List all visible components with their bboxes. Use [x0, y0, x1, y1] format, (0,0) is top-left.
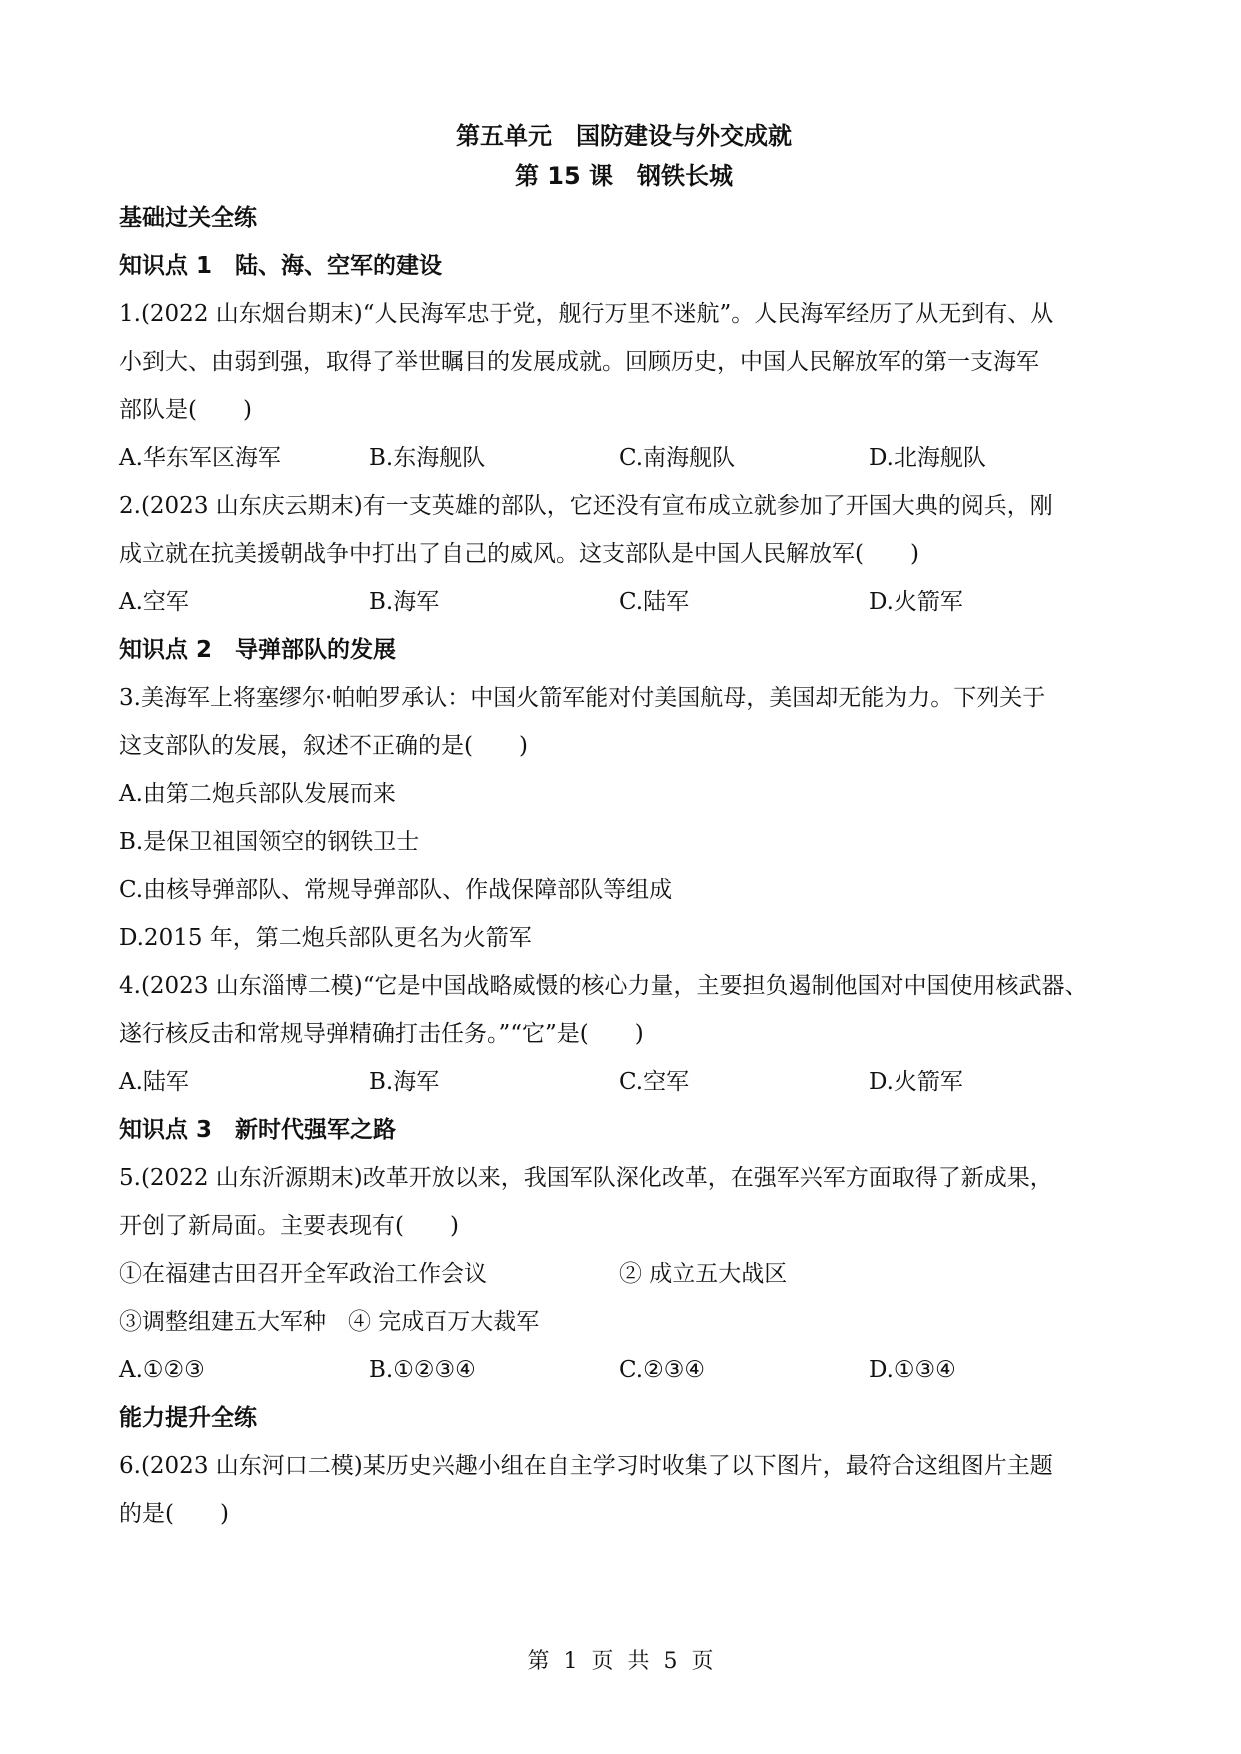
knowledge-point-3: 知识点 3 新时代强军之路	[119, 1117, 397, 1143]
question-4-option-d: D.火箭军	[869, 1069, 963, 1095]
question-1-options	[119, 434, 1129, 482]
question-6-line-2: 的是( )	[119, 1501, 229, 1527]
question-4-option-c: C.空军	[619, 1069, 690, 1095]
question-2-option-c: C.陆军	[619, 589, 690, 615]
question-5-item-2: ② 成立五大战区	[619, 1261, 788, 1287]
lesson-title: 第 15 课 钢铁长城	[514, 162, 734, 190]
question-6	[119, 1442, 1129, 1538]
question-5-options	[119, 1346, 1129, 1394]
question-5-items-row-1	[119, 1250, 1129, 1298]
unit-title: 第五单元 国防建设与外交成就	[456, 122, 792, 150]
question-5	[119, 1154, 1129, 1394]
question-4-options	[119, 1058, 1129, 1106]
question-4	[119, 962, 1129, 1106]
question-2-option-a: A.空军	[119, 589, 189, 615]
question-3-option-b: B.是保卫祖国领空的钢铁卫士	[119, 829, 420, 855]
question-4-option-b: B.海军	[369, 1069, 440, 1095]
question-5-line-1: 5.(2022 山东沂源期末)改革开放以来，我国军队深化改革，在强军兴军方面取得了新成果，	[119, 1165, 1053, 1191]
question-4-line-2: 遂行核反击和常规导弹精确打击任务。”“它”是( )	[119, 1021, 644, 1047]
question-5-item-4: ④ 完成百万大裁军	[347, 1309, 540, 1335]
question-3	[119, 674, 1129, 962]
question-5-line-2: 开创了新局面。主要表现有( )	[119, 1213, 459, 1239]
section-basic-practice: 基础过关全练	[119, 205, 257, 231]
question-3-option-a: A.由第二炮兵部队发展而来	[119, 781, 396, 807]
question-5-item-1: ①在福建古田召开全军政治工作会议	[119, 1261, 487, 1287]
question-5-option-c: C.②③④	[619, 1357, 705, 1383]
question-1-line-3: 部队是( )	[119, 397, 252, 423]
question-1-option-c: C.南海舰队	[619, 445, 736, 471]
question-2-line-2: 成立就在抗美援朝战争中打出了自己的威风。这支部队是中国人民解放军( )	[119, 541, 919, 567]
question-2-options	[119, 578, 1129, 626]
knowledge-point-1: 知识点 1 陆、海、空军的建设	[119, 253, 443, 279]
section-advanced-practice: 能力提升全练	[119, 1405, 257, 1431]
question-3-line-1: 3.美海军上将塞缪尔·帕帕罗承认：中国火箭军能对付美国航母，美国却无能为力。下列关于	[119, 685, 1046, 711]
question-1-line-2: 小到大、由弱到强，取得了举世瞩目的发展成就。回顾历史，中国人民解放军的第一支海军	[119, 349, 1039, 375]
question-1	[119, 290, 1129, 482]
question-2-line-1: 2.(2023 山东庆云期末)有一支英雄的部队，它还没有宣布成立就参加了开国大典的阅兵，刚	[119, 493, 1053, 519]
question-1-option-d: D.北海舰队	[869, 445, 986, 471]
question-3-option-d: D.2015 年，第二炮兵部队更名为火箭军	[119, 925, 532, 951]
question-2	[119, 482, 1129, 626]
question-6-line-1: 6.(2023 山东河口二模)某历史兴趣小组在自主学习时收集了以下图片，最符合这组图片主题	[119, 1453, 1053, 1479]
question-3-line-2: 这支部队的发展，叙述不正确的是( )	[119, 733, 528, 759]
question-4-option-a: A.陆军	[119, 1069, 189, 1095]
question-2-option-d: D.火箭军	[869, 589, 963, 615]
question-1-line-1: 1.(2022 山东烟台期末)“人民海军忠于党，舰行万里不迷航”。人民海军经历了从无到有、从	[119, 301, 1054, 327]
page-indicator: 第 1 页 共 5 页	[527, 1649, 714, 1674]
question-4-line-1: 4.(2023 山东淄博二模)“它是中国战略威慑的核心力量，主要担负遏制他国对中国使用核武器、	[119, 973, 1088, 999]
question-5-item-3: ③调整组建五大军种	[119, 1309, 326, 1335]
question-5-items-row-2	[119, 1298, 1129, 1346]
question-5-option-b: B.①②③④	[369, 1357, 476, 1383]
question-1-option-a: A.华东军区海军	[119, 445, 281, 471]
question-2-option-b: B.海军	[369, 589, 440, 615]
question-1-option-b: B.东海舰队	[369, 445, 486, 471]
question-5-option-d: D.①③④	[869, 1357, 956, 1383]
document-content	[119, 118, 1129, 1538]
question-3-option-c: C.由核导弹部队、常规导弹部队、作战保障部队等组成	[119, 877, 673, 903]
knowledge-point-2: 知识点 2 导弹部队的发展	[119, 637, 397, 663]
question-5-option-a: A.①②③	[119, 1357, 205, 1383]
